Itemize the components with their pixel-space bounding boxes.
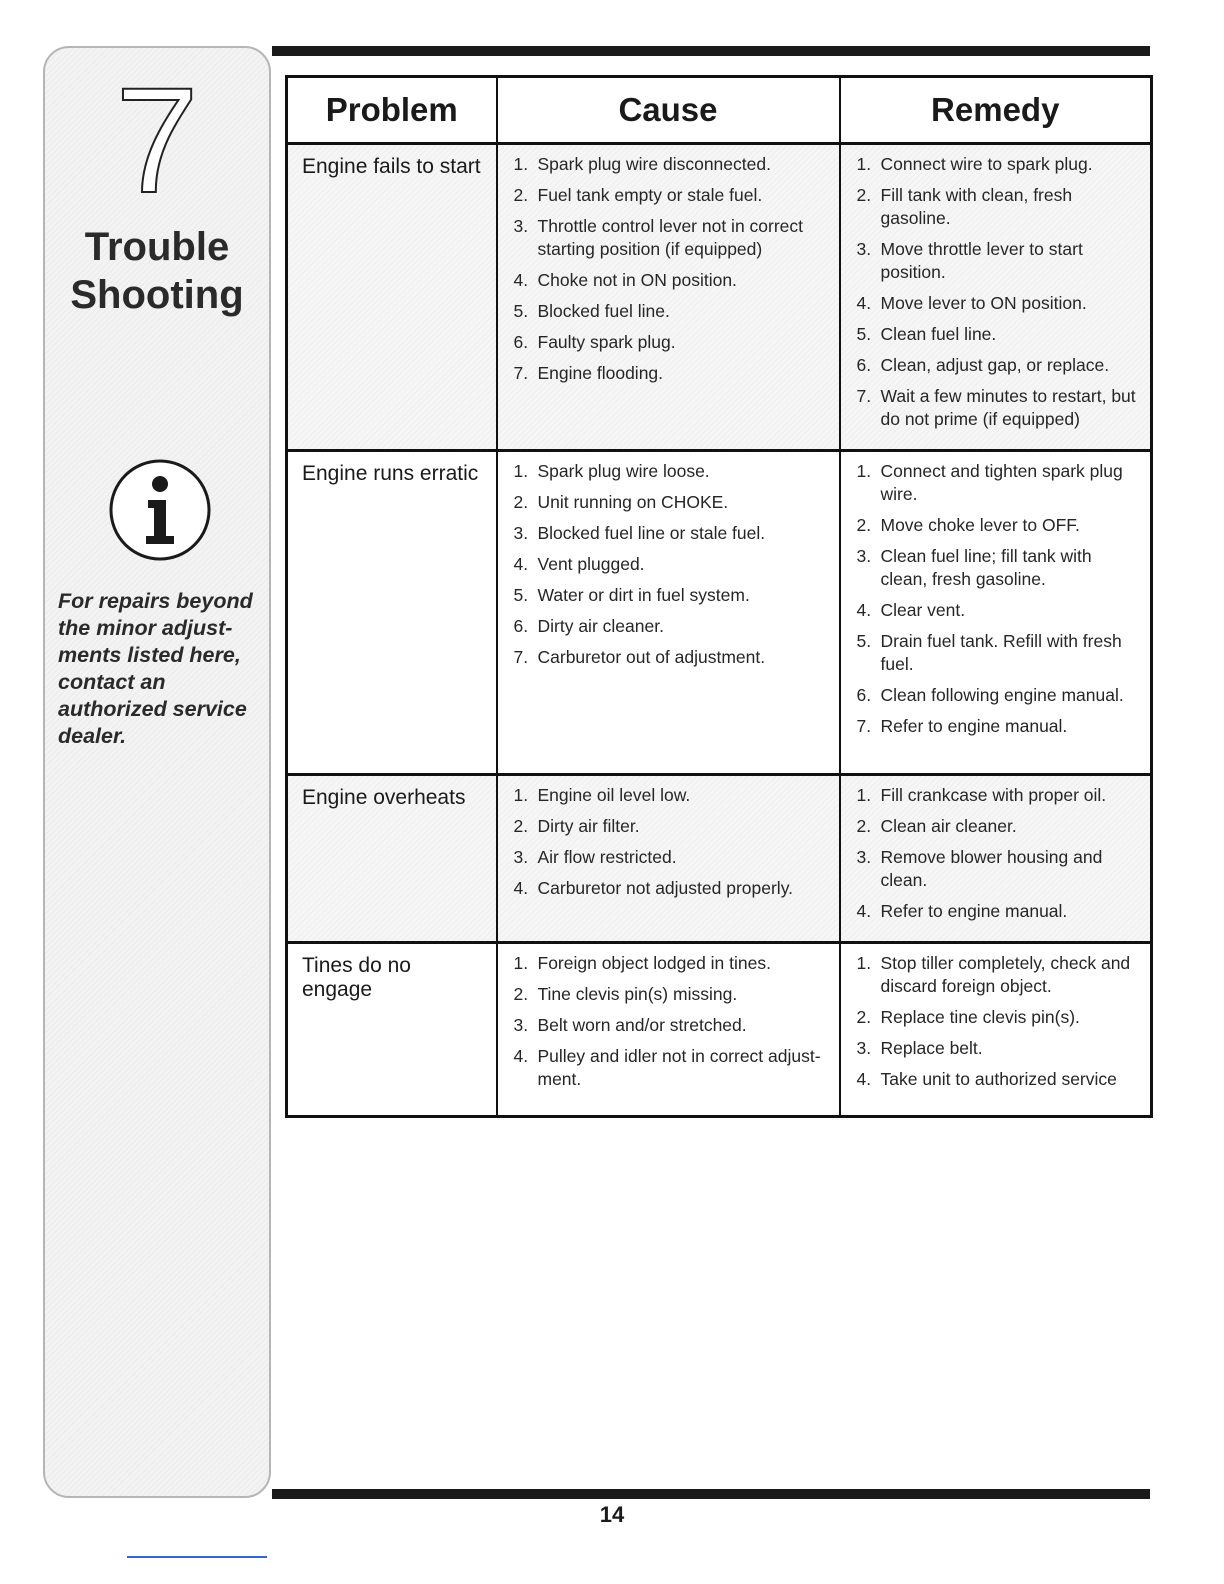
item-number: 3.: [513, 1015, 529, 1035]
cause-text: Engine flooding.: [537, 363, 664, 383]
cause-item: [514, 584, 829, 607]
remedy-item: [857, 715, 1141, 738]
item-number: 3.: [856, 546, 872, 566]
cause-item: [514, 300, 829, 323]
footer-underline: [127, 1556, 267, 1558]
cause-item: [514, 952, 829, 975]
remedy-cell: [840, 451, 1152, 775]
cause-text: Vent plugged.: [537, 554, 645, 574]
item-number: 3.: [513, 847, 529, 867]
item-number: 7.: [856, 716, 872, 736]
cause-item: [514, 784, 829, 807]
cause-item: [514, 460, 829, 483]
cause-list: [514, 153, 829, 385]
item-number: 1.: [513, 953, 529, 973]
cause-text: Blocked fuel line or stale fuel.: [537, 523, 766, 543]
remedy-text: Drain fuel tank. Refill with fresh fuel.: [880, 631, 1122, 674]
remedy-item: [857, 385, 1141, 431]
item-number: 2.: [856, 185, 872, 205]
header-problem: Problem: [287, 77, 497, 144]
remedy-item: [857, 900, 1141, 923]
item-number: 1.: [856, 461, 872, 481]
remedy-item: [857, 153, 1141, 176]
cause-text: Dirty air cleaner.: [537, 616, 664, 636]
cause-item: [514, 331, 829, 354]
item-number: 1.: [513, 785, 529, 805]
item-number: 6.: [513, 332, 529, 352]
item-number: 2.: [856, 816, 872, 836]
header-remedy: Remedy: [840, 77, 1152, 144]
item-number: 1.: [856, 785, 872, 805]
item-number: 1.: [856, 953, 872, 973]
remedy-item: [857, 630, 1141, 676]
cause-cell: [497, 943, 840, 1117]
remedy-text: Wait a few minutes to restart, but do not prime (if equipped): [880, 386, 1136, 429]
cause-text: Belt worn and/or stretched.: [537, 1015, 747, 1035]
header-cause: Cause: [497, 77, 840, 144]
cause-text: Engine oil level low.: [537, 785, 691, 805]
remedy-text: Replace belt.: [880, 1038, 983, 1058]
cause-list: [514, 784, 829, 900]
cause-item: [514, 269, 829, 292]
table-row: [287, 775, 1152, 943]
problem-cell: Engine runs erratic: [287, 451, 497, 775]
bottom-rule: [272, 1489, 1150, 1499]
remedy-item: [857, 292, 1141, 315]
item-number: 4.: [856, 293, 872, 313]
item-number: 4.: [856, 600, 872, 620]
cause-list: [514, 952, 829, 1091]
cause-item: [514, 646, 829, 669]
cause-text: Spark plug wire disconnected.: [537, 154, 771, 174]
cause-text: Foreign object lodged in tines.: [537, 953, 771, 973]
table-row: [287, 943, 1152, 1117]
cause-item: [514, 184, 829, 207]
cause-item: [514, 1045, 829, 1091]
remedy-text: Clean air cleaner.: [880, 816, 1017, 836]
cause-text: Water or dirt in fuel system.: [537, 585, 750, 605]
remedy-text: Fill crankcase with proper oil.: [880, 785, 1107, 805]
cause-text: Blocked fuel line.: [537, 301, 670, 321]
remedy-text: Move choke lever to OFF.: [880, 515, 1080, 535]
item-number: 1.: [513, 154, 529, 174]
table-row: [287, 144, 1152, 451]
cause-item: [514, 215, 829, 261]
item-number: 4.: [856, 901, 872, 921]
cause-text: Unit running on CHOKE.: [537, 492, 729, 512]
remedy-list: [857, 153, 1141, 431]
item-number: 3.: [513, 216, 529, 236]
problem-cell: Engine overheats: [287, 775, 497, 943]
remedy-text: Clear vent.: [880, 600, 966, 620]
cause-item: [514, 362, 829, 385]
item-number: 7.: [513, 647, 529, 667]
cause-item: [514, 522, 829, 545]
remedy-text: Refer to engine manual.: [880, 716, 1068, 736]
item-number: 5.: [513, 301, 529, 321]
cause-item: [514, 877, 829, 900]
cause-text: Carburetor out of adjustment.: [537, 647, 766, 667]
cause-text: Faulty spark plug.: [537, 332, 676, 352]
cause-text: Throttle control lever not in correct starting position (if equipped): [537, 216, 804, 259]
remedy-text: Move lever to ON position.: [880, 293, 1087, 313]
cause-text: Carburetor not adjusted properly.: [537, 878, 794, 898]
remedy-item: [857, 184, 1141, 230]
top-rule: [272, 46, 1150, 56]
item-number: 3.: [856, 239, 872, 259]
remedy-item: [857, 815, 1141, 838]
remedy-item: [857, 460, 1141, 506]
item-number: 4.: [513, 270, 529, 290]
item-number: 4.: [513, 1046, 529, 1066]
cause-text: Pulley and idler not in correct adjust-ment.: [537, 1046, 821, 1089]
item-number: 2.: [856, 1007, 872, 1027]
remedy-item: [857, 354, 1141, 377]
item-number: 5.: [856, 324, 872, 344]
item-number: 7.: [856, 386, 872, 406]
remedy-cell: [840, 144, 1152, 451]
cause-item: [514, 1014, 829, 1037]
item-number: 5.: [856, 631, 872, 651]
item-number: 6.: [513, 616, 529, 636]
remedy-item: [857, 545, 1141, 591]
remedy-item: [857, 684, 1141, 707]
remedy-cell: [840, 943, 1152, 1117]
remedy-text: Connect and tighten spark plug wire.: [880, 461, 1123, 504]
remedy-text: Refer to engine manual.: [880, 901, 1068, 921]
item-number: 2.: [513, 816, 529, 836]
info-icon: [108, 458, 212, 562]
remedy-text: Replace tine clevis pin(s).: [880, 1007, 1080, 1027]
problem-cell: Tines do no engage: [287, 943, 497, 1117]
table-header-row: [287, 77, 1152, 144]
problem-cell: Engine fails to start: [287, 144, 497, 451]
remedy-list: [857, 952, 1141, 1091]
cause-item: [514, 491, 829, 514]
item-number: 4.: [513, 878, 529, 898]
remedy-text: Fill tank with clean, fresh gasoline.: [880, 185, 1073, 228]
chapter-title: Trouble Shooting: [70, 225, 244, 317]
remedy-text: Clean, adjust gap, or replace.: [880, 355, 1110, 375]
item-number: 1.: [856, 154, 872, 174]
remedy-text: Remove blower housing and clean.: [880, 847, 1103, 890]
item-number: 3.: [513, 523, 529, 543]
chapter-number: 7: [115, 56, 199, 224]
remedy-text: Stop tiller completely, check and discard foreign object.: [880, 953, 1131, 996]
cause-cell: [497, 144, 840, 451]
cause-text: Choke not in ON position.: [537, 270, 737, 290]
item-number: 6.: [856, 355, 872, 375]
remedy-text: Take unit to authorized service: [880, 1069, 1117, 1089]
chapter-sidebar: [43, 46, 271, 1498]
remedy-item: [857, 846, 1141, 892]
troubleshooting-table: [285, 75, 1153, 1118]
remedy-item: [857, 952, 1141, 998]
remedy-text: Connect wire to spark plug.: [880, 154, 1093, 174]
remedy-text: Clean fuel line; fill tank with clean, fresh gasoline.: [880, 546, 1092, 589]
cause-item: [514, 983, 829, 1006]
remedy-cell: [840, 775, 1152, 943]
cause-item: [514, 553, 829, 576]
item-number: 1.: [513, 461, 529, 481]
remedy-item: [857, 514, 1141, 537]
cause-cell: [497, 775, 840, 943]
remedy-text: Clean following engine manual.: [880, 685, 1124, 705]
cause-text: Air flow restricted.: [537, 847, 677, 867]
item-number: 2.: [513, 984, 529, 1004]
cause-text: Tine clevis pin(s) missing.: [537, 984, 738, 1004]
table-row: [287, 451, 1152, 775]
cause-item: [514, 615, 829, 638]
remedy-text: Clean fuel line.: [880, 324, 997, 344]
item-number: 2.: [513, 185, 529, 205]
item-number: 2.: [856, 515, 872, 535]
cause-text: Dirty air filter.: [537, 816, 640, 836]
remedy-item: [857, 599, 1141, 622]
remedy-item: [857, 238, 1141, 284]
remedy-list: [857, 784, 1141, 923]
item-number: 4.: [513, 554, 529, 574]
item-number: 2.: [513, 492, 529, 512]
remedy-item: [857, 1006, 1141, 1029]
cause-cell: [497, 451, 840, 775]
item-number: 3.: [856, 847, 872, 867]
item-number: 7.: [513, 363, 529, 383]
cause-list: [514, 460, 829, 669]
item-number: 4.: [856, 1069, 872, 1089]
remedy-item: [857, 784, 1141, 807]
item-number: 3.: [856, 1038, 872, 1058]
remedy-item: [857, 1068, 1141, 1091]
cause-item: [514, 846, 829, 869]
cause-text: Fuel tank empty or stale fuel.: [537, 185, 763, 205]
remedy-list: [857, 460, 1141, 738]
remedy-text: Move throttle lever to start position.: [880, 239, 1083, 282]
remedy-item: [857, 323, 1141, 346]
item-number: 5.: [513, 585, 529, 605]
cause-item: [514, 815, 829, 838]
remedy-item: [857, 1037, 1141, 1060]
cause-item: [514, 153, 829, 176]
page-number: 14: [599, 1502, 625, 1527]
info-note: For repairs beyond the minor adjust-ments listed here, contact an authorized service dealer.: [58, 589, 253, 748]
cause-text: Spark plug wire loose.: [537, 461, 710, 481]
item-number: 6.: [856, 685, 872, 705]
